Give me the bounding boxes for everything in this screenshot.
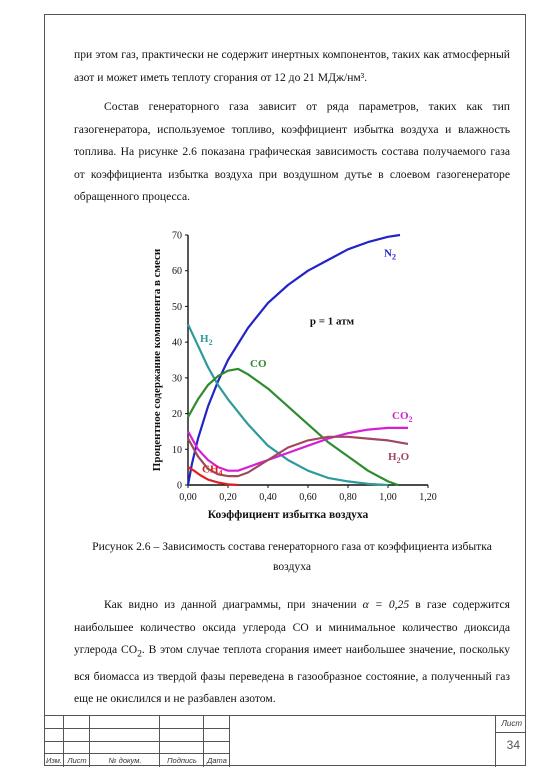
- paragraph-3: [74, 594, 510, 711]
- x-tick-label: 0,40: [259, 492, 277, 503]
- x-tick-label: 0,80: [339, 492, 357, 503]
- doc-number-label: № докум.: [108, 756, 142, 765]
- series-label-h2: $H_2$: [200, 333, 213, 348]
- paragraph-3-part3: . В этом случае теплота сгорания имеет наибольшее значение, поскольку вся биомасса из твердой фазы переведена в газообразное состояние, а полученный газ еще не окислился и не разбавлен азотом.: [74, 643, 511, 706]
- series-line-n2: [188, 235, 400, 485]
- x-tick-label: 1,20: [419, 492, 437, 503]
- sheet-label: Лист: [501, 719, 522, 728]
- x-axis-label: Коэффициент избытка воздуха: [207, 509, 369, 521]
- y-tick-label: 70: [172, 230, 182, 242]
- title-block-line: [496, 732, 526, 733]
- y-tick-label: 20: [172, 409, 182, 421]
- series-line-h2: [188, 324, 388, 485]
- series-label-h2o: $H_2O$: [388, 451, 410, 465]
- series-label-co: CO: [250, 358, 267, 371]
- series-label-n2: $N_2$: [384, 247, 396, 262]
- co2-subscript: 2: [137, 648, 142, 660]
- y-tick-label: 60: [172, 266, 182, 278]
- paragraph-2-text: Состав генераторного газа зависит от ряда параметров, таких как тип газогенератора, используемое топливо, коэффициент избытка воздуха и влажность топлива. На рисунке 2.6 показана графическая зависимость состава получаемого газа от коэффициента избытка воздуха при воздушном дутье в слоевом газогенераторе обращенного процесса.: [74, 100, 510, 203]
- composition-chart: [140, 225, 450, 525]
- x-tick-label: 0,00: [179, 492, 197, 503]
- list-label: Лист: [67, 756, 87, 765]
- paragraph-3-part1: Как видно из данной диаграммы, при значении: [104, 598, 363, 611]
- y-tick-label: 0: [177, 480, 182, 492]
- y-tick-label: 30: [172, 373, 182, 385]
- series-label-ch4: $CH_4$: [202, 463, 223, 478]
- paragraph-2: [74, 96, 510, 209]
- x-tick-label: 1,00: [379, 492, 397, 503]
- title-block: [44, 715, 526, 766]
- y-tick-label: 40: [172, 337, 182, 349]
- series-label-co2: $CO_2$: [392, 409, 413, 424]
- izm-label: Изм.: [46, 756, 62, 765]
- figure-2-6: [140, 225, 450, 525]
- alpha-value: α = 0,25: [362, 598, 410, 611]
- y-axis-label: Процентное содержание компонента в смеси: [151, 248, 163, 472]
- x-tick-label: 0,20: [219, 492, 237, 503]
- paragraph-3-part2: в газе содержится наибольшее количество оксида углерода CO и минимальное количество диоксида углерода CO: [74, 598, 510, 656]
- date-label: Дата: [207, 756, 227, 765]
- y-tick-label: 50: [172, 301, 182, 313]
- paragraph-1: при этом газ, практически не содержит инертных компонентов, таких как атмосферный азот и может иметь теплоту сгорания от 12 до 21 МДж/нм³.: [74, 48, 510, 84]
- figure-caption: Рисунок 2.6 – Зависимость состава генераторного газа от коэффициента избытка воздуха: [92, 540, 492, 573]
- title-block-main-cell: [230, 716, 496, 767]
- y-tick-label: 10: [172, 444, 182, 456]
- signature-label: Подпись: [167, 756, 197, 765]
- pressure-annotation: p = 1 атм: [309, 315, 355, 328]
- x-tick-label: 0,60: [299, 492, 317, 503]
- sheet-number: 34: [506, 738, 520, 752]
